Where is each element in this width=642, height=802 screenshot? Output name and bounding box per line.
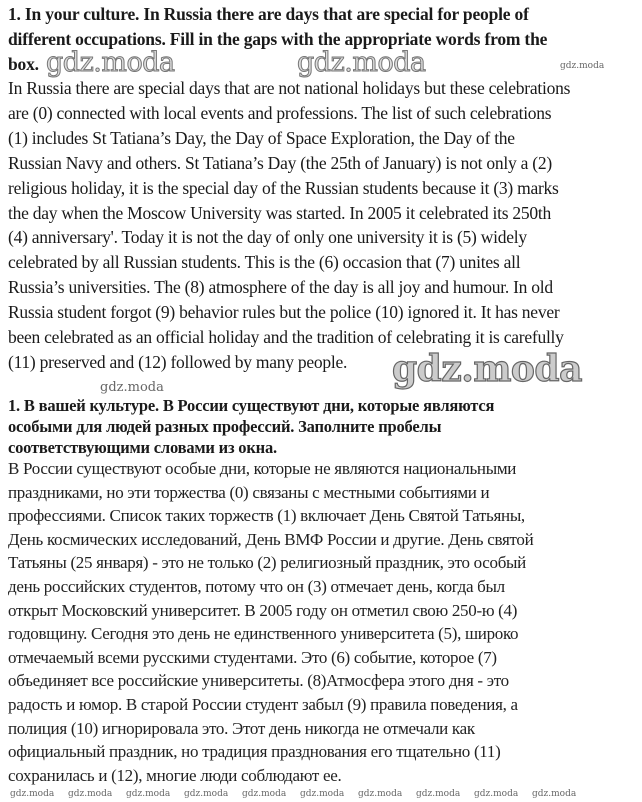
exercise-heading-en-line: different occupations. Fill in the gaps with the appropriate words from the <box>8 29 548 49</box>
exercise-text-ru-line: профессиями. Список таких торжеств (1) включает День Святой Татьяны, <box>8 506 525 526</box>
exercise-text-ru-line: отмечаемый всеми русскими студентами. Это (6) событие, которое (7) <box>8 647 497 667</box>
exercise-text-ru-line: сохранилась и (12), многие люди соблюдают ее. <box>8 765 342 785</box>
watermark: gdz.moda <box>242 789 287 799</box>
exercise-text-ru-line: годовщину. Сегодня это день не единственного университета (5), широко <box>8 624 519 644</box>
watermark: gdz.moda <box>184 789 229 799</box>
watermark: gdz.moda <box>100 380 164 395</box>
exercise-heading-en-line: box. <box>8 54 39 74</box>
watermark: gdz.moda <box>474 789 519 799</box>
watermark: gdz.moda <box>46 47 175 78</box>
exercise-heading-ru-line: 1. В вашей культуре. В России существуют дни, которые являются <box>8 396 495 415</box>
exercise-text-ru-line: объединяет все российские университеты. (8)Атмосфера этого дня - это <box>8 671 509 691</box>
exercise-text-en-line: In Russia there are special days that are not national holidays but these celebrations <box>8 78 571 98</box>
exercise-text-ru-line: полиция (10) игнорировала это. Этот день никогда не отмечали как <box>8 718 475 738</box>
watermark: gdz.moda <box>297 47 426 78</box>
exercise-text-ru-line: В России существуют особые дни, которые не являются национальными <box>8 459 517 478</box>
exercise-text-ru-line: открыт Московский университет. В 2005 году он отметил свою 250-ю (4) <box>8 600 518 620</box>
exercise-text-en-line: (1) includes St Tatiana’s Day, the Day of Space Exploration, the Day of the <box>8 127 515 148</box>
exercise-text-en-line: (4) anniversary'. Today it is not the day of only one university it is (5) widely <box>8 227 527 248</box>
watermark: gdz.moda <box>300 789 345 799</box>
exercise-heading-ru-line: соответствующими словами из окна. <box>8 438 277 457</box>
exercise-text-en-line: celebrated by all Russian students. This is the (6) occasion that (7) unites all <box>8 252 521 273</box>
watermark: gdz.moda <box>358 789 403 799</box>
exercise-heading-en-line: 1. In your culture. In Russia there are days that are special for people of <box>8 4 529 24</box>
exercise-text-ru-line: праздниками, но эти торжества (0) связаны с местными событиями и <box>8 482 490 502</box>
exercise-text-en-line: Russia’s universities. The (8) atmosphere of the day is all joy and humour. In old <box>8 277 553 298</box>
watermark: gdz.moda <box>68 789 113 799</box>
watermark: gdz.moda <box>416 789 461 799</box>
exercise-text-ru-line: Татьяны (25 января) - это не только (2) религиозный праздник, это особый <box>8 553 526 573</box>
exercise-text-ru-line: официальный праздник, но традиция празднования его тщательно (11) <box>8 742 501 762</box>
exercise-text-en-line: Russian Navy and others. St Tatiana’s Day (the 25th of January) is not only a (2) <box>8 152 552 173</box>
exercise-text-en-line: (11) preserved and (12) followed by many people. <box>8 351 348 372</box>
watermark: gdz.moda <box>532 789 577 799</box>
exercise-heading-ru-line: особыми для людей разных профессий. Заполните пробелы <box>8 417 442 436</box>
exercise-text-en-line: been celebrated as an official holiday and the tradition of celebrating it is carefully <box>8 327 564 347</box>
exercise-text-ru-line: День космических исследований, День ВМФ России и другие. День святой <box>8 529 534 549</box>
exercise-text-ru-line: радость и юмор. В старой России студент забыл (9) правила поведения, а <box>8 695 518 714</box>
exercise-text-en-line: the day when the Moscow University was started. In 2005 it celebrated its 250th <box>8 202 552 223</box>
exercise-text-en-line: religious holiday, it is the special day of the Russian students because it (3) marks <box>8 177 559 198</box>
exercise-text-en-line: are (0) connected with local events and professions. The list of such celebrations <box>8 102 552 123</box>
exercise-text-ru-line: день российских студентов, потому что он (3) отмечает день, когда был <box>8 577 505 596</box>
watermark: gdz.moda <box>392 348 582 390</box>
exercise-text-en-line: Russia student forgot (9) behavior rules but the police (10) ignored it. It has never <box>8 302 560 323</box>
watermark: gdz.moda <box>10 789 55 799</box>
watermark: gdz.moda <box>126 789 171 799</box>
watermark: gdz.moda <box>560 61 605 71</box>
